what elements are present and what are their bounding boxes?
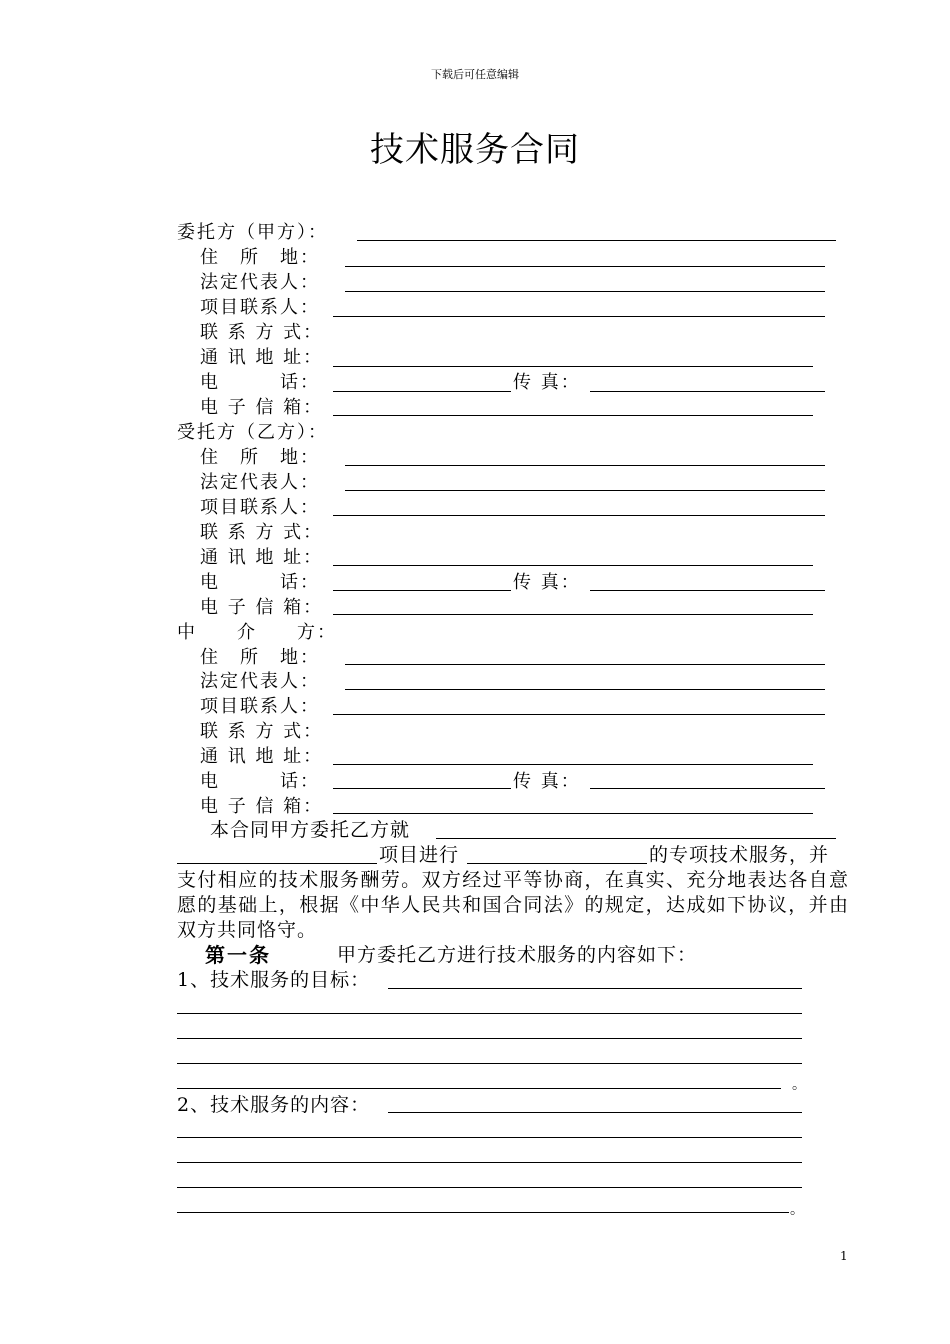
item-1-period: 。 (792, 1077, 806, 1093)
party-a-legal-rep-field[interactable] (345, 291, 825, 292)
party-b-contact-person-field[interactable] (333, 515, 825, 516)
party-b-legal-rep-label: 法定代表人： (200, 472, 320, 493)
item-2-field-line-4[interactable] (177, 1187, 802, 1188)
intro-blank-project-field[interactable] (177, 863, 377, 864)
intro-blank-tech-field[interactable] (467, 863, 647, 864)
party-b-mail-address-field[interactable] (333, 565, 813, 566)
intro-paragraph: 支付相应的技术服务酬劳。双方经过平等协商，在真实、充分地表达各自意愿的基础上，根据《中华人民共和国合同法》的规定，达成如下协议，并由双方共同恪守。 (177, 869, 849, 941)
intermediary-legal-rep-label: 法定代表人： (200, 671, 320, 692)
party-a-contact-person-label: 项目联系人： (200, 297, 320, 318)
party-a-phone-field[interactable] (333, 391, 511, 392)
party-a-email-field[interactable] (333, 415, 813, 416)
party-a-legal-rep-label: 法定代表人： (200, 272, 320, 293)
article-1-label: 第一条 (205, 943, 271, 967)
party-a-address-field[interactable] (345, 266, 825, 267)
party-a-name-field[interactable] (357, 240, 836, 241)
intro-text-3: 的专项技术服务，并 (649, 844, 830, 866)
intermediary-contact-method-label: 联 系 方 式： (200, 721, 324, 742)
header-note: 下载后可任意编辑 (431, 68, 519, 81)
party-b-phone-label: 电 话： (200, 572, 320, 593)
intermediary-mail-address-label: 通 讯 地 址： (200, 746, 324, 767)
item-2-field-line-5[interactable] (177, 1212, 789, 1213)
party-b-contact-person-label: 项目联系人： (200, 497, 320, 518)
intermediary-address-label: 住 所 地： (200, 647, 320, 668)
intermediary-email-label: 电 子 信 箱： (200, 796, 324, 817)
party-a-mail-address-label: 通 讯 地 址： (200, 347, 324, 368)
intermediary-fax-label: 传 真： (513, 771, 581, 792)
intermediary-email-field[interactable] (333, 813, 813, 814)
item-1-field-line-5[interactable] (177, 1088, 781, 1089)
party-b-contact-method-label: 联 系 方 式： (200, 522, 324, 543)
item-1-label: 1、技术服务的目标： (177, 969, 371, 991)
party-b-fax-label: 传 真： (513, 572, 581, 593)
intro-text-2: 项目进行 (379, 844, 460, 866)
item-1-field-line-3[interactable] (177, 1038, 802, 1039)
intermediary-mail-address-field[interactable] (333, 764, 813, 765)
party-a-contact-person-field[interactable] (333, 316, 825, 317)
intro-text-1: 本合同甲方委托乙方就 (210, 819, 411, 841)
party-a-address-label: 住 所 地： (200, 247, 320, 268)
item-2-period: 。 (790, 1202, 804, 1218)
intermediary-phone-label: 电 话： (200, 771, 320, 792)
item-2-field-line-3[interactable] (177, 1162, 802, 1163)
page-title: 技术服务合同 (370, 130, 580, 170)
intermediary-heading: 中 介 方： (177, 622, 337, 643)
item-1-field-line-1[interactable] (388, 988, 802, 989)
party-a-email-label: 电 子 信 箱： (200, 397, 324, 418)
party-b-mail-address-label: 通 讯 地 址： (200, 547, 324, 568)
intermediary-legal-rep-field[interactable] (345, 689, 825, 690)
page-number: 1 (840, 1249, 848, 1263)
item-2-label: 2、技术服务的内容： (177, 1094, 371, 1116)
party-b-address-field[interactable] (345, 465, 825, 466)
party-b-fax-field[interactable] (590, 590, 825, 591)
intermediary-contact-person-field[interactable] (333, 714, 825, 715)
item-2-field-line-1[interactable] (388, 1112, 802, 1113)
item-1-field-line-4[interactable] (177, 1063, 802, 1064)
intro-blank-service-field[interactable] (436, 838, 836, 839)
party-a-heading: 委托方（甲方）： (177, 222, 328, 243)
party-b-heading: 受托方（乙方）： (177, 422, 328, 443)
item-2-field-line-2[interactable] (177, 1137, 802, 1138)
party-a-phone-label: 电 话： (200, 372, 320, 393)
party-a-fax-field[interactable] (590, 391, 825, 392)
party-a-mail-address-field[interactable] (333, 366, 813, 367)
party-b-email-field[interactable] (333, 614, 813, 615)
intermediary-phone-field[interactable] (333, 788, 511, 789)
party-a-fax-label: 传 真： (513, 372, 581, 393)
intermediary-address-field[interactable] (345, 664, 825, 665)
party-b-legal-rep-field[interactable] (345, 490, 825, 491)
intermediary-fax-field[interactable] (590, 788, 825, 789)
item-1-field-line-2[interactable] (177, 1013, 802, 1014)
intermediary-contact-person-label: 项目联系人： (200, 696, 320, 717)
party-b-email-label: 电 子 信 箱： (200, 597, 324, 618)
party-b-phone-field[interactable] (333, 590, 511, 591)
party-b-address-label: 住 所 地： (200, 447, 320, 468)
article-1-text: 甲方委托乙方进行技术服务的内容如下： (337, 944, 698, 966)
party-a-contact-method-label: 联 系 方 式： (200, 322, 324, 343)
